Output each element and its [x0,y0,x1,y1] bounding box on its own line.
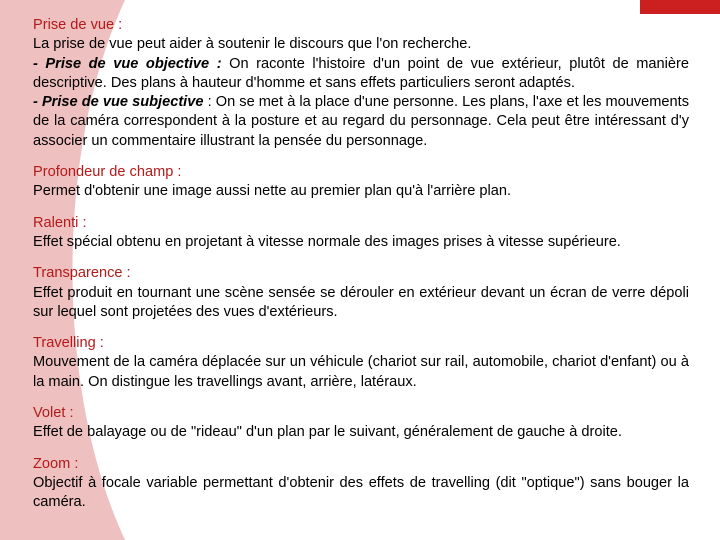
section-profondeur [33,163,689,202]
heading-profondeur: Profondeur de champ : [33,164,182,181]
section-ralenti [33,214,689,253]
section-volet [33,404,689,443]
corner-accent-bar [640,0,720,14]
heading-transparence: Transparence : [33,265,131,282]
intro-prise-de-vue: La prise de vue peut aider à soutenir le discours que l'on recherche. [33,36,472,53]
heading-travelling: Travelling : [33,335,104,352]
section-transparence [33,264,689,322]
heading-prise-de-vue: Prise de vue : [33,17,123,33]
item-prise-de-vue-subjective [33,93,689,151]
text-profondeur: Permet d'obtenir une image aussi nette au premier plan qu'à l'arrière plan. [33,183,512,200]
section-prise-de-vue [33,16,689,151]
text-objective: On raconte l'histoire d'un point de vue extérieur, plutôt de manière descriptive. Des plans à hauteur d'homme et sans effets particuliers seront adaptés. [33,55,689,91]
item-prise-de-vue-objective [33,55,689,94]
text-travelling: Mouvement de la caméra déplacée sur un véhicule (chariot sur rail, automobile, chariot d'enfant) ou à la main. On distingue les travellings avant, arrière, latéraux. [33,354,689,390]
text-transparence: Effet produit en tournant une scène sensée se dérouler en extérieur devant un écran de verre dépoli sur lequel sont projetées des vues d'extérieurs. [33,284,689,320]
heading-ralenti: Ralenti : [33,214,87,231]
section-travelling [33,334,689,392]
text-volet: Effet de balayage ou de "rideau" d'un plan par le suivant, généralement de gauche à droite. [33,424,622,441]
text-zoom: Objectif à focale variable permettant d'obtenir des effets de travelling (dit "optique") sans bouger la caméra. [33,474,689,511]
label-subjective: - Prise de vue subjective [33,94,204,111]
text-ralenti: Effet spécial obtenu en projetant à vitesse normale des images prises à vitesse supérieure. [33,233,621,250]
glossary-content [33,16,689,525]
section-zoom [33,455,689,513]
heading-zoom: Zoom : [33,455,79,472]
label-objective: - Prise de vue objective : [33,55,222,72]
text-subjective: : On se met à la place d'une personne. Les plans, l'axe et les mouvements de la caméra correspondent à la posture et au regard du personnage. Cela peut être intéressant d'y associer un commentaire illustrant la pensée du personnage. [33,94,689,149]
heading-volet: Volet : [33,405,74,422]
